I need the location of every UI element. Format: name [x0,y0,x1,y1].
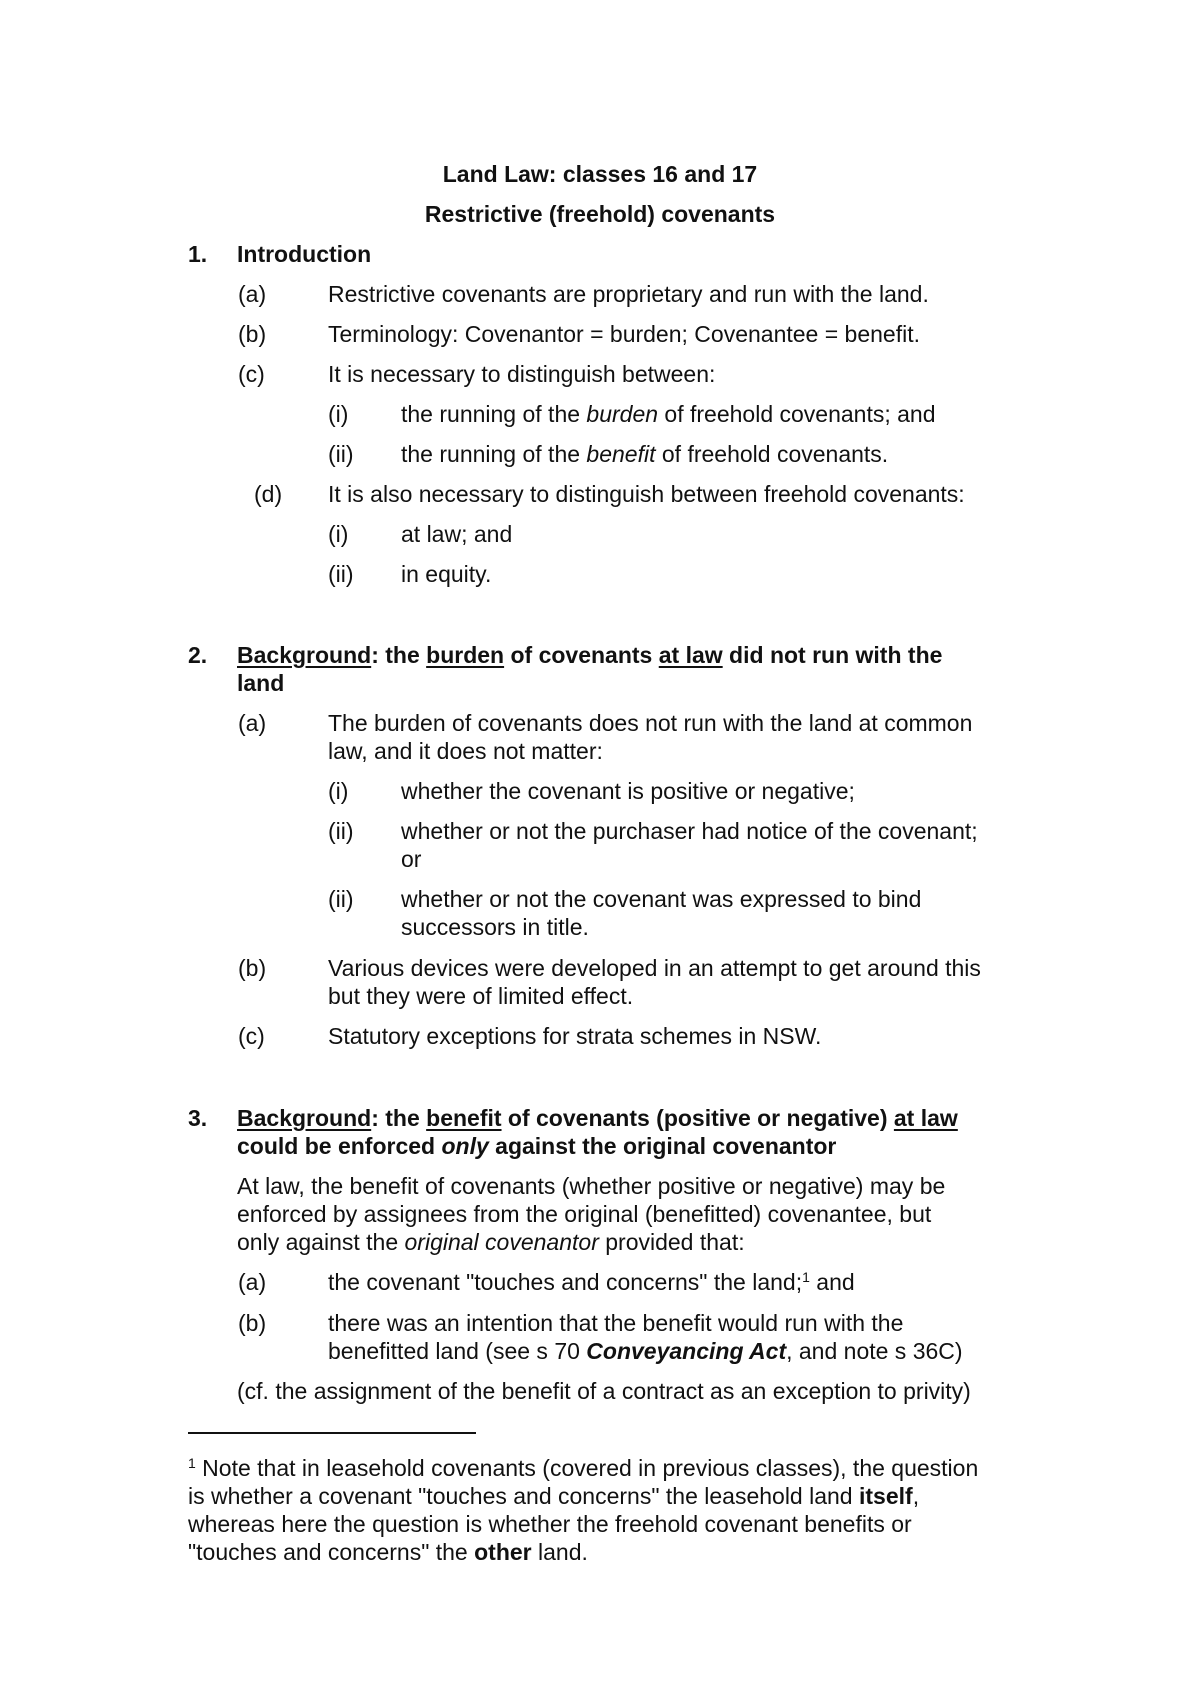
item-text: Statutory exceptions for strata schemes in NSW. [328,1023,822,1049]
item-text: Restrictive covenants are proprietary and run with the land. [328,281,929,307]
item-label: (b) [238,1310,267,1336]
subitem-text-continued: successors in title. [401,914,589,940]
subitem-label: (i) [328,778,349,804]
document-subtitle: Restrictive (freehold) covenants [424,201,776,227]
footnote-reference: 1 [802,1269,810,1285]
section-heading: Background: the burden of covenants at law did not run with the [237,642,943,668]
section-heading-continued: could be enforced only against the original covenantor [237,1133,837,1159]
item-label: (d) [254,481,283,507]
section-number: 1. [188,241,208,267]
subitem-label: (ii) [328,561,354,587]
item-text: It is also necessary to distinguish between freehold covenants: [328,481,965,507]
subitem-text: in equity. [401,561,492,587]
subitem-text-continued: or [401,846,422,872]
paragraph-line: enforced by assignees from the original (benefitted) covenantee, but [237,1201,932,1227]
item-text-continued: but they were of limited effect. [328,983,634,1009]
document-title: Land Law: classes 16 and 17 [442,161,758,187]
paragraph-line: (cf. the assignment of the benefit of a contract as an exception to privity) [237,1378,971,1404]
item-label: (a) [238,1269,267,1295]
item-text-continued: law, and it does not matter: [328,738,603,764]
subitem-text: whether the covenant is positive or negative; [401,778,855,804]
section-heading: Introduction [237,241,372,267]
section-number: 3. [188,1105,208,1131]
subitem-text: whether or not the covenant was expressed to bind [401,886,922,912]
subitem-text: the running of the benefit of freehold covenants. [401,441,889,467]
item-text-continued: benefitted land (see s 70 Conveyancing Act, and note s 36C) [328,1338,963,1364]
paragraph-line: only against the original covenantor provided that: [237,1229,745,1255]
subitem-label: (ii) [328,886,354,912]
subitem-text: at law; and [401,521,513,547]
item-text: Terminology: Covenantor = burden; Covenantee = benefit. [328,321,920,347]
subitem-label: (ii) [328,441,354,467]
item-text: It is necessary to distinguish between: [328,361,716,387]
item-text: Various devices were developed in an attempt to get around this [328,955,981,981]
item-label: (b) [238,955,267,981]
item-text: the covenant "touches and concerns" the land;$^1$ and [328,1269,855,1295]
footnote-line: $^1$ Note that in leasehold covenants (covered in previous classes), the question [188,1455,979,1481]
footnote-marker: 1 [188,1455,196,1471]
paragraph-line: At law, the benefit of covenants (whether positive or negative) may be [237,1173,946,1199]
section-heading-continued: land [237,670,285,696]
footnote-line: "touches and concerns" the other land. [188,1539,588,1565]
footnote-line: whereas here the question is whether the freehold covenant benefits or [188,1511,912,1537]
item-label: (c) [238,361,265,387]
footnote-line: is whether a covenant "touches and concerns" the leasehold land itself, [188,1483,920,1509]
item-text: there was an intention that the benefit would run with the [328,1310,904,1336]
footnote-separator [188,1432,476,1434]
item-text: The burden of covenants does not run with the land at common [328,710,973,736]
item-label: (a) [238,710,267,736]
subitem-label: (i) [328,521,349,547]
item-label: (c) [238,1023,265,1049]
item-label: (b) [238,321,267,347]
section-heading: Background: the benefit of covenants (positive or negative) at law [237,1105,958,1131]
subitem-label: (ii) [328,818,354,844]
subitem-text: the running of the burden of freehold covenants; and [401,401,936,427]
subitem-text: whether or not the purchaser had notice of the covenant; [401,818,978,844]
section-number: 2. [188,642,208,668]
subitem-label: (i) [328,401,349,427]
item-label: (a) [238,281,267,307]
